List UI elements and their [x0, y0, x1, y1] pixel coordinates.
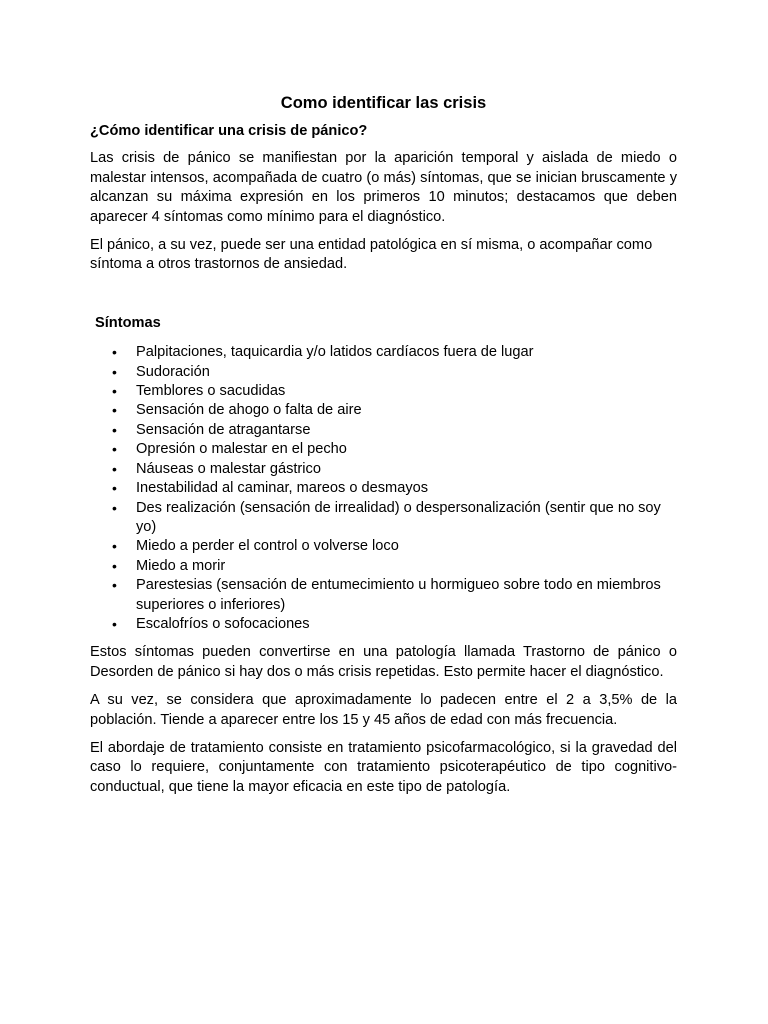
intro-paragraph: El pánico, a su vez, puede ser una entidad patológica en sí misma, o acompañar como síntoma a otros trastornos de ansiedad.	[90, 237, 653, 273]
bullet-icon: •	[112, 615, 117, 632]
document-page	[90, 92, 677, 806]
bullet-icon: •	[112, 441, 117, 458]
symptom-text: Sudoración	[136, 363, 210, 380]
symptom-item	[90, 557, 677, 576]
symptom-text: Inestabilidad al caminar, mareos o desmayos	[136, 480, 429, 497]
symptom-text: Temblores o sacudidas	[136, 383, 286, 400]
symptom-text: Miedo a morir	[136, 557, 226, 574]
closing-paragraph: Estos síntomas pueden convertirse en una patología llamada Trastorno de pánico o Desorden de pánico si hay dos o más crisis repetidas. Esto permite hacer el diagnóstico.	[90, 644, 677, 680]
symptom-item	[90, 460, 677, 479]
symptom-item	[90, 363, 677, 382]
symptom-text: Des realización (sensación de irrealidad) o despersonalización (sentir que no soy yo)	[136, 499, 661, 535]
symptom-text: Sensación de ahogo o falta de aire	[136, 402, 362, 419]
symptom-item	[90, 401, 677, 420]
bullet-icon: •	[112, 344, 117, 361]
bullet-icon: •	[112, 383, 117, 400]
symptom-text: Parestesias (sensación de entumecimiento u hormigueo sobre todo en miembros superiores o inferiores)	[136, 577, 661, 613]
bullet-icon: •	[112, 402, 117, 419]
symptom-text: Miedo a perder el control o volverse loco	[136, 538, 399, 555]
document-title: Como identificar las crisis	[280, 94, 487, 112]
symptom-item	[90, 440, 677, 459]
symptom-item	[90, 615, 677, 634]
bullet-icon: •	[112, 460, 117, 477]
bullet-icon: •	[112, 499, 117, 516]
closing-paragraph: El abordaje de tratamiento consiste en tratamiento psicofarmacológico, si la gravedad del caso lo requiere, conjuntamente con tratamiento psicoterapéutico de tipo cognitivo-conductual, que tiene la mayor eficacia en este tipo de patología.	[90, 739, 677, 795]
symptom-item	[90, 479, 677, 498]
closing-paragraph: A su vez, se considera que aproximadamente lo padecen entre el 2 a 3,5% de la población. Tiende a aparecer entre los 15 y 45 años de edad con más frecuencia.	[90, 692, 677, 728]
bullet-icon: •	[112, 480, 117, 497]
symptom-item	[90, 382, 677, 401]
bullet-icon: •	[112, 577, 117, 594]
symptom-item	[90, 537, 677, 556]
symptom-item	[90, 343, 677, 362]
symptom-item	[90, 499, 677, 538]
bullet-icon: •	[112, 538, 117, 555]
bullet-icon: •	[112, 421, 117, 438]
symptoms-list	[90, 343, 677, 634]
bullet-icon: •	[112, 363, 117, 380]
symptom-text: Sensación de atragantarse	[136, 421, 311, 438]
bullet-icon: •	[112, 557, 117, 574]
intro-paragraph: Las crisis de pánico se manifiestan por la aparición temporal y aislada de miedo o malestar intensos, acompañada de cuatro (o más) síntomas, que se inician bruscamente y alcanzan su máxima expresión en los primeros 10 minutos; destacamos que deben aparecer 4 síntomas como mínimo para el diagnóstico.	[90, 150, 677, 225]
symptom-text: Náuseas o malestar gástrico	[136, 460, 321, 477]
symptom-item	[90, 421, 677, 440]
symptom-item	[90, 576, 677, 615]
symptom-text: Palpitaciones, taquicardia y/o latidos cardíacos fuera de lugar	[136, 344, 534, 361]
symptom-text: Escalofríos o sofocaciones	[136, 615, 310, 632]
symptoms-heading: Síntomas	[95, 314, 161, 331]
symptom-text: Opresión o malestar en el pecho	[136, 441, 347, 458]
document-subtitle: ¿Cómo identificar una crisis de pánico?	[90, 123, 368, 139]
